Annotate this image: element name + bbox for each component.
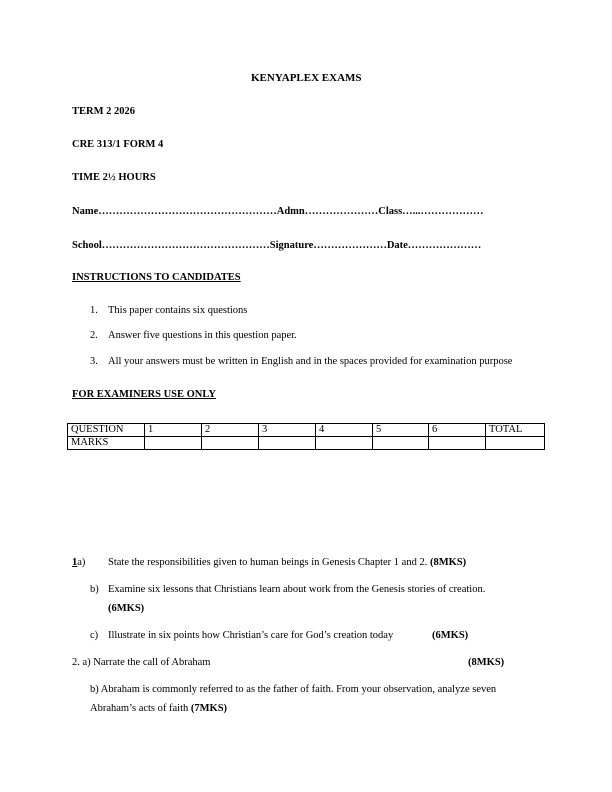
- question-1b-marks: (6MKS): [108, 603, 145, 614]
- question-1c-text: Illustrate in six points how Christian’s care for God’s creation today: [108, 630, 394, 641]
- name-admn-class-line: Name……………………………………………Admn…………………Class…...………………: [72, 206, 484, 217]
- question-2a-marks: (8MKS): [468, 657, 505, 668]
- question-letter: a): [77, 557, 86, 568]
- time-label: TIME 2½ HOURS: [72, 172, 156, 183]
- instruction-item: [90, 305, 247, 316]
- table-cell[interactable]: [486, 437, 545, 450]
- question-1a-text: [108, 554, 466, 572]
- question-marks: (7MKS): [190, 703, 228, 714]
- exam-title: KENYAPLEX EXAMS: [251, 72, 362, 84]
- instruction-number: 2.: [90, 330, 98, 341]
- table-cell[interactable]: [429, 437, 486, 450]
- table-cell: 6: [429, 424, 486, 437]
- table-cell[interactable]: [259, 437, 316, 450]
- question-2b-text-line1: b) Abraham is commonly referred to as the father of faith. From your observation, analyze seven: [90, 684, 497, 695]
- question-text: Abraham’s acts of faith: [90, 703, 189, 714]
- table-cell: 4: [316, 424, 373, 437]
- table-cell[interactable]: [316, 437, 373, 450]
- question-1b-text: Examine six lessons that Christians learn about work from the Genesis stories of creation.: [108, 584, 486, 595]
- instruction-text: All your answers must be written in English and in the spaces provided for examination purpose: [108, 356, 513, 367]
- instruction-item: [90, 356, 512, 367]
- question-1c-label: c): [90, 630, 99, 641]
- instruction-text: Answer five questions in this question paper.: [108, 330, 297, 341]
- table-cell[interactable]: [202, 437, 259, 450]
- table-cell: 1: [145, 424, 202, 437]
- question-2b-text-line2: [90, 700, 227, 718]
- table-cell[interactable]: [373, 437, 429, 450]
- question-marks: (8MKS): [429, 557, 467, 568]
- table-row: [68, 424, 545, 437]
- table-cell[interactable]: [145, 437, 202, 450]
- instruction-number: 3.: [90, 356, 98, 367]
- school-signature-date-line: School…………………………………………Signature…………………Date…………………: [72, 240, 482, 251]
- table-row: [68, 437, 545, 450]
- table-cell: TOTAL: [486, 424, 545, 437]
- table-cell: MARKS: [68, 437, 145, 450]
- table-cell: 2: [202, 424, 259, 437]
- question-2a-text: 2. a) Narrate the call of Abraham: [72, 657, 211, 668]
- question-number: 1: [72, 557, 78, 568]
- question-1a: [72, 554, 85, 572]
- instruction-number: 1.: [90, 305, 98, 316]
- table-cell: 5: [373, 424, 429, 437]
- term-label: TERM 2 2026: [72, 106, 135, 117]
- question-1b-label: b): [90, 584, 99, 595]
- examiners-marks-table: [67, 423, 545, 450]
- table-cell: QUESTION: [68, 424, 145, 437]
- paper-label: CRE 313/1 FORM 4: [72, 139, 164, 150]
- instructions-heading: INSTRUCTIONS TO CANDIDATES: [72, 272, 241, 283]
- examiners-heading: FOR EXAMINERS USE ONLY: [72, 389, 217, 400]
- question-1c-marks: (6MKS): [432, 630, 469, 641]
- question-text: State the responsibilities given to human beings in Genesis Chapter 1 and 2.: [108, 557, 428, 568]
- instruction-text: This paper contains six questions: [108, 305, 248, 316]
- table-cell: 3: [259, 424, 316, 437]
- instruction-item: [90, 330, 297, 341]
